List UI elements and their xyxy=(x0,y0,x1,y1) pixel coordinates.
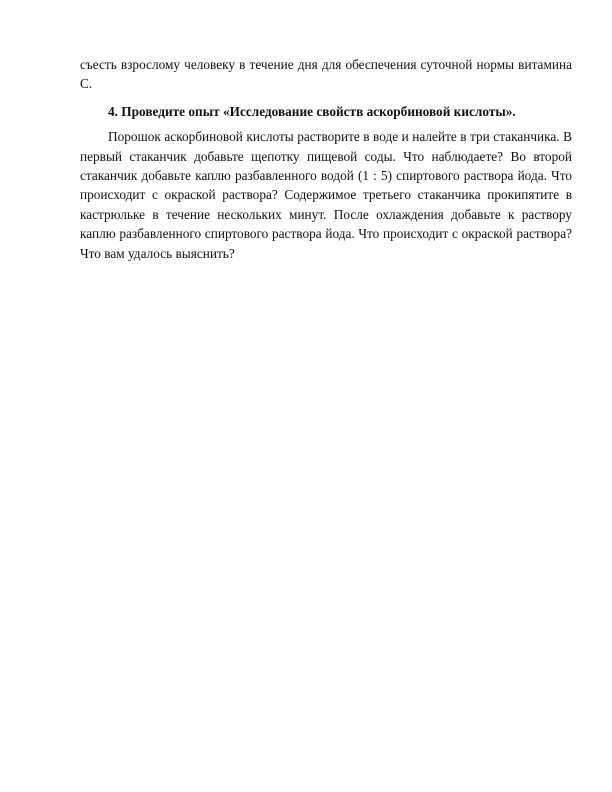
paragraph-continuation: съесть взрослому человеку в течение дня для обеспечения суточной нормы витамина С. xyxy=(80,57,572,92)
experiment-paragraph: Порошок аскорбиновой кислоты растворите в воде и налейте в три стаканчика. В первый стаканчик добавьте щепотку пищевой соды. Что наблюдаете? Во второй стаканчик добавьте каплю разбавленного водой (1 : 5) спиртового раствора йода. Что происходит с окраской раствора? Содержимое третьего стаканчика прокипятите в кастрюльке в течение нескольких минут. После охлаждения добавьте к раствору каплю разбавленного спиртового раствора йода. Что происходит с окраской раствора? Что вам удалось выяснить? xyxy=(80,129,572,261)
section-heading: 4. Проведите опыт «Исследование свойств аскорбиновой кислоты». xyxy=(108,103,516,119)
document-text-block xyxy=(80,55,572,263)
